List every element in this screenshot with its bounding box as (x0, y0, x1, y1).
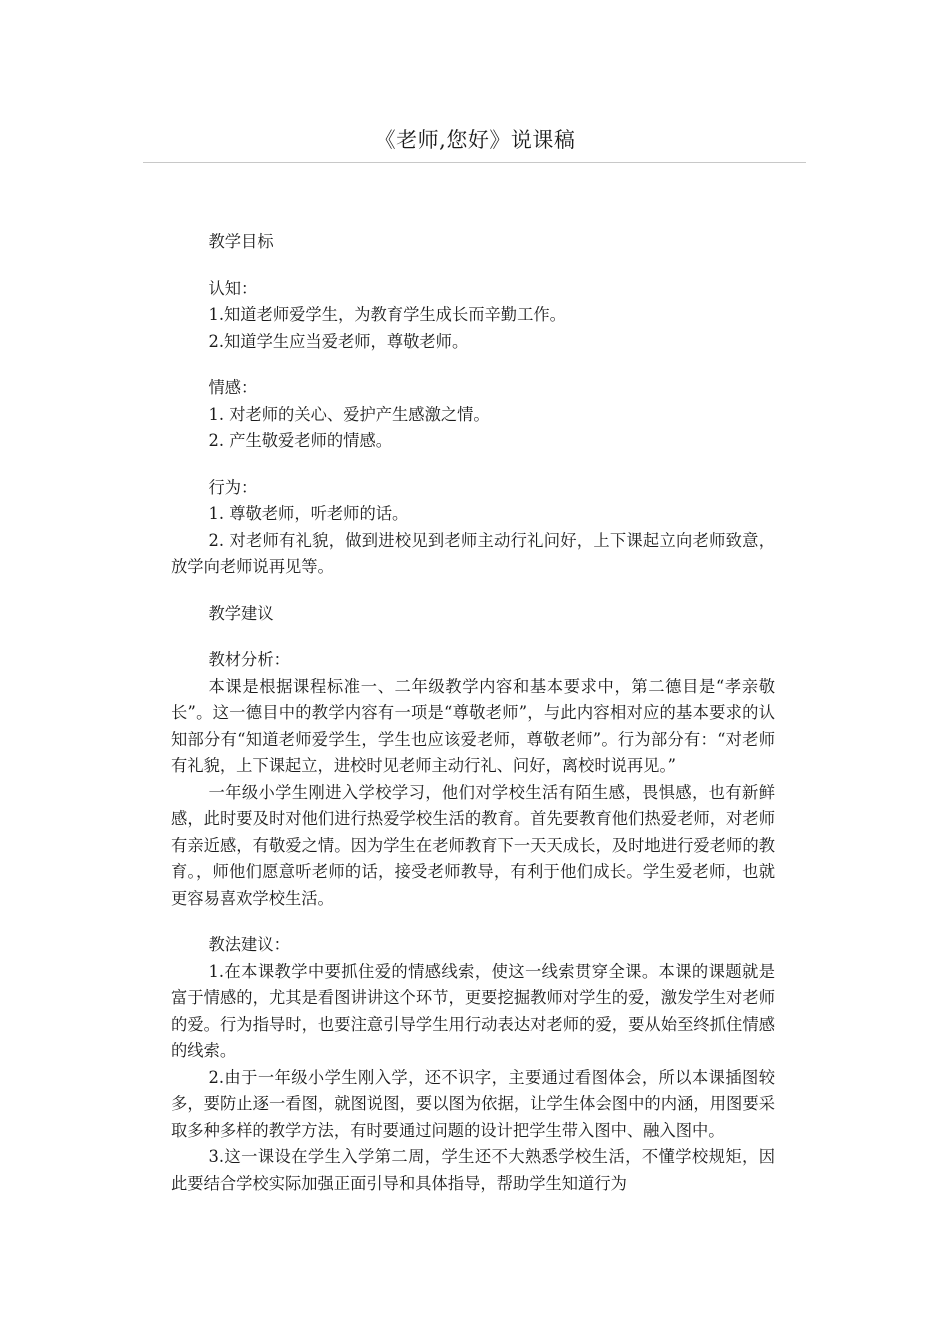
subheading-material-analysis: 教材分析： (208, 650, 290, 669)
subheading-behavior: 行为： (208, 477, 258, 497)
list-item: 1. 对老师的关心、爱护产生感激之情。 (208, 404, 490, 424)
list-item: 2. 产生敬爱老师的情感。 (208, 431, 393, 450)
subheading-cognition: 认知： (208, 278, 258, 298)
list-item: 2.知道学生应当爱老师，尊敬老师。 (208, 331, 469, 351)
section-heading-teaching-suggestions: 教学建议 (208, 603, 274, 623)
section-heading-teaching-goals: 教学目标 (208, 232, 274, 251)
list-item: 1.知道老师爱学生，为教育学生成长而辛勤工作。 (208, 305, 566, 324)
list-item: 1. 尊敬老师，听老师的话。 (208, 504, 409, 523)
body-paragraph: 1.在本课教学中要抓住爱的情感线索，使这一线索贯穿全课。本课的课题就是富于情感的，尤其是看图讲讲这个环节，更要挖掘教师对学生的爱，激发学生对老师的爱。行为指导时，也要注意引导学生用行动表达对老师的爱，要从始至终抓住情感的线索。 (171, 961, 775, 1060)
body-paragraph: 2.由于一年级小学生刚入学，还不识字，主要通过看图体会，所以本课插图较多，要防止逐一看图，就图说图，要以图为依据，让学生体会图中的内涵，用图要采取多种多样的教学方法，有时要通过问题的设计把学生带入图中、融入图中。 (171, 1067, 775, 1140)
body-paragraph: 3.这一课设在学生入学第二周，学生还不大熟悉学校生活，不懂学校规矩，因此要结合学校实际加强正面引导和具体指导，帮助学生知道行为 (171, 1147, 775, 1193)
document-title: 《老师,您好》说课稿 (374, 128, 576, 152)
title-divider (143, 162, 806, 163)
subheading-emotion: 情感： (208, 378, 258, 397)
body-paragraph: 本课是根据课程标准一、二年级教学内容和基本要求中，第二德目是“孝亲敬长”。这一德目中的教学内容有一项是“尊敬老师”，与此内容相对应的基本要求的认知部分有“知道老师爱学生，学生也应该爱老师，尊敬老师”。行为部分有：“对老师有礼貌，上下课起立，进校时见老师主动行礼、问好，离校时说再见。” (171, 676, 775, 775)
body-paragraph: 一年级小学生刚进入学校学习，他们对学校生活有陌生感，畏惧感，也有新鲜感，此时要及时对他们进行热爱学校生活的教育。首先要教育他们热爱老师，对老师有亲近感，有敬爱之情。因为学生在老师教育下一天天成长，及时地进行爱老师的教育。，师他们愿意听老师的话，接受老师教导，有利于他们成长。学生爱老师，也就更容易喜欢学校生活。 (171, 782, 775, 908)
subheading-method-suggestions: 教法建议： (208, 935, 290, 954)
list-item: 2. 对老师有礼貌，做到进校见到老师主动行礼问好，上下课起立向老师致意，放学向老师说再见等。 (171, 530, 775, 576)
document-body (171, 229, 775, 1197)
